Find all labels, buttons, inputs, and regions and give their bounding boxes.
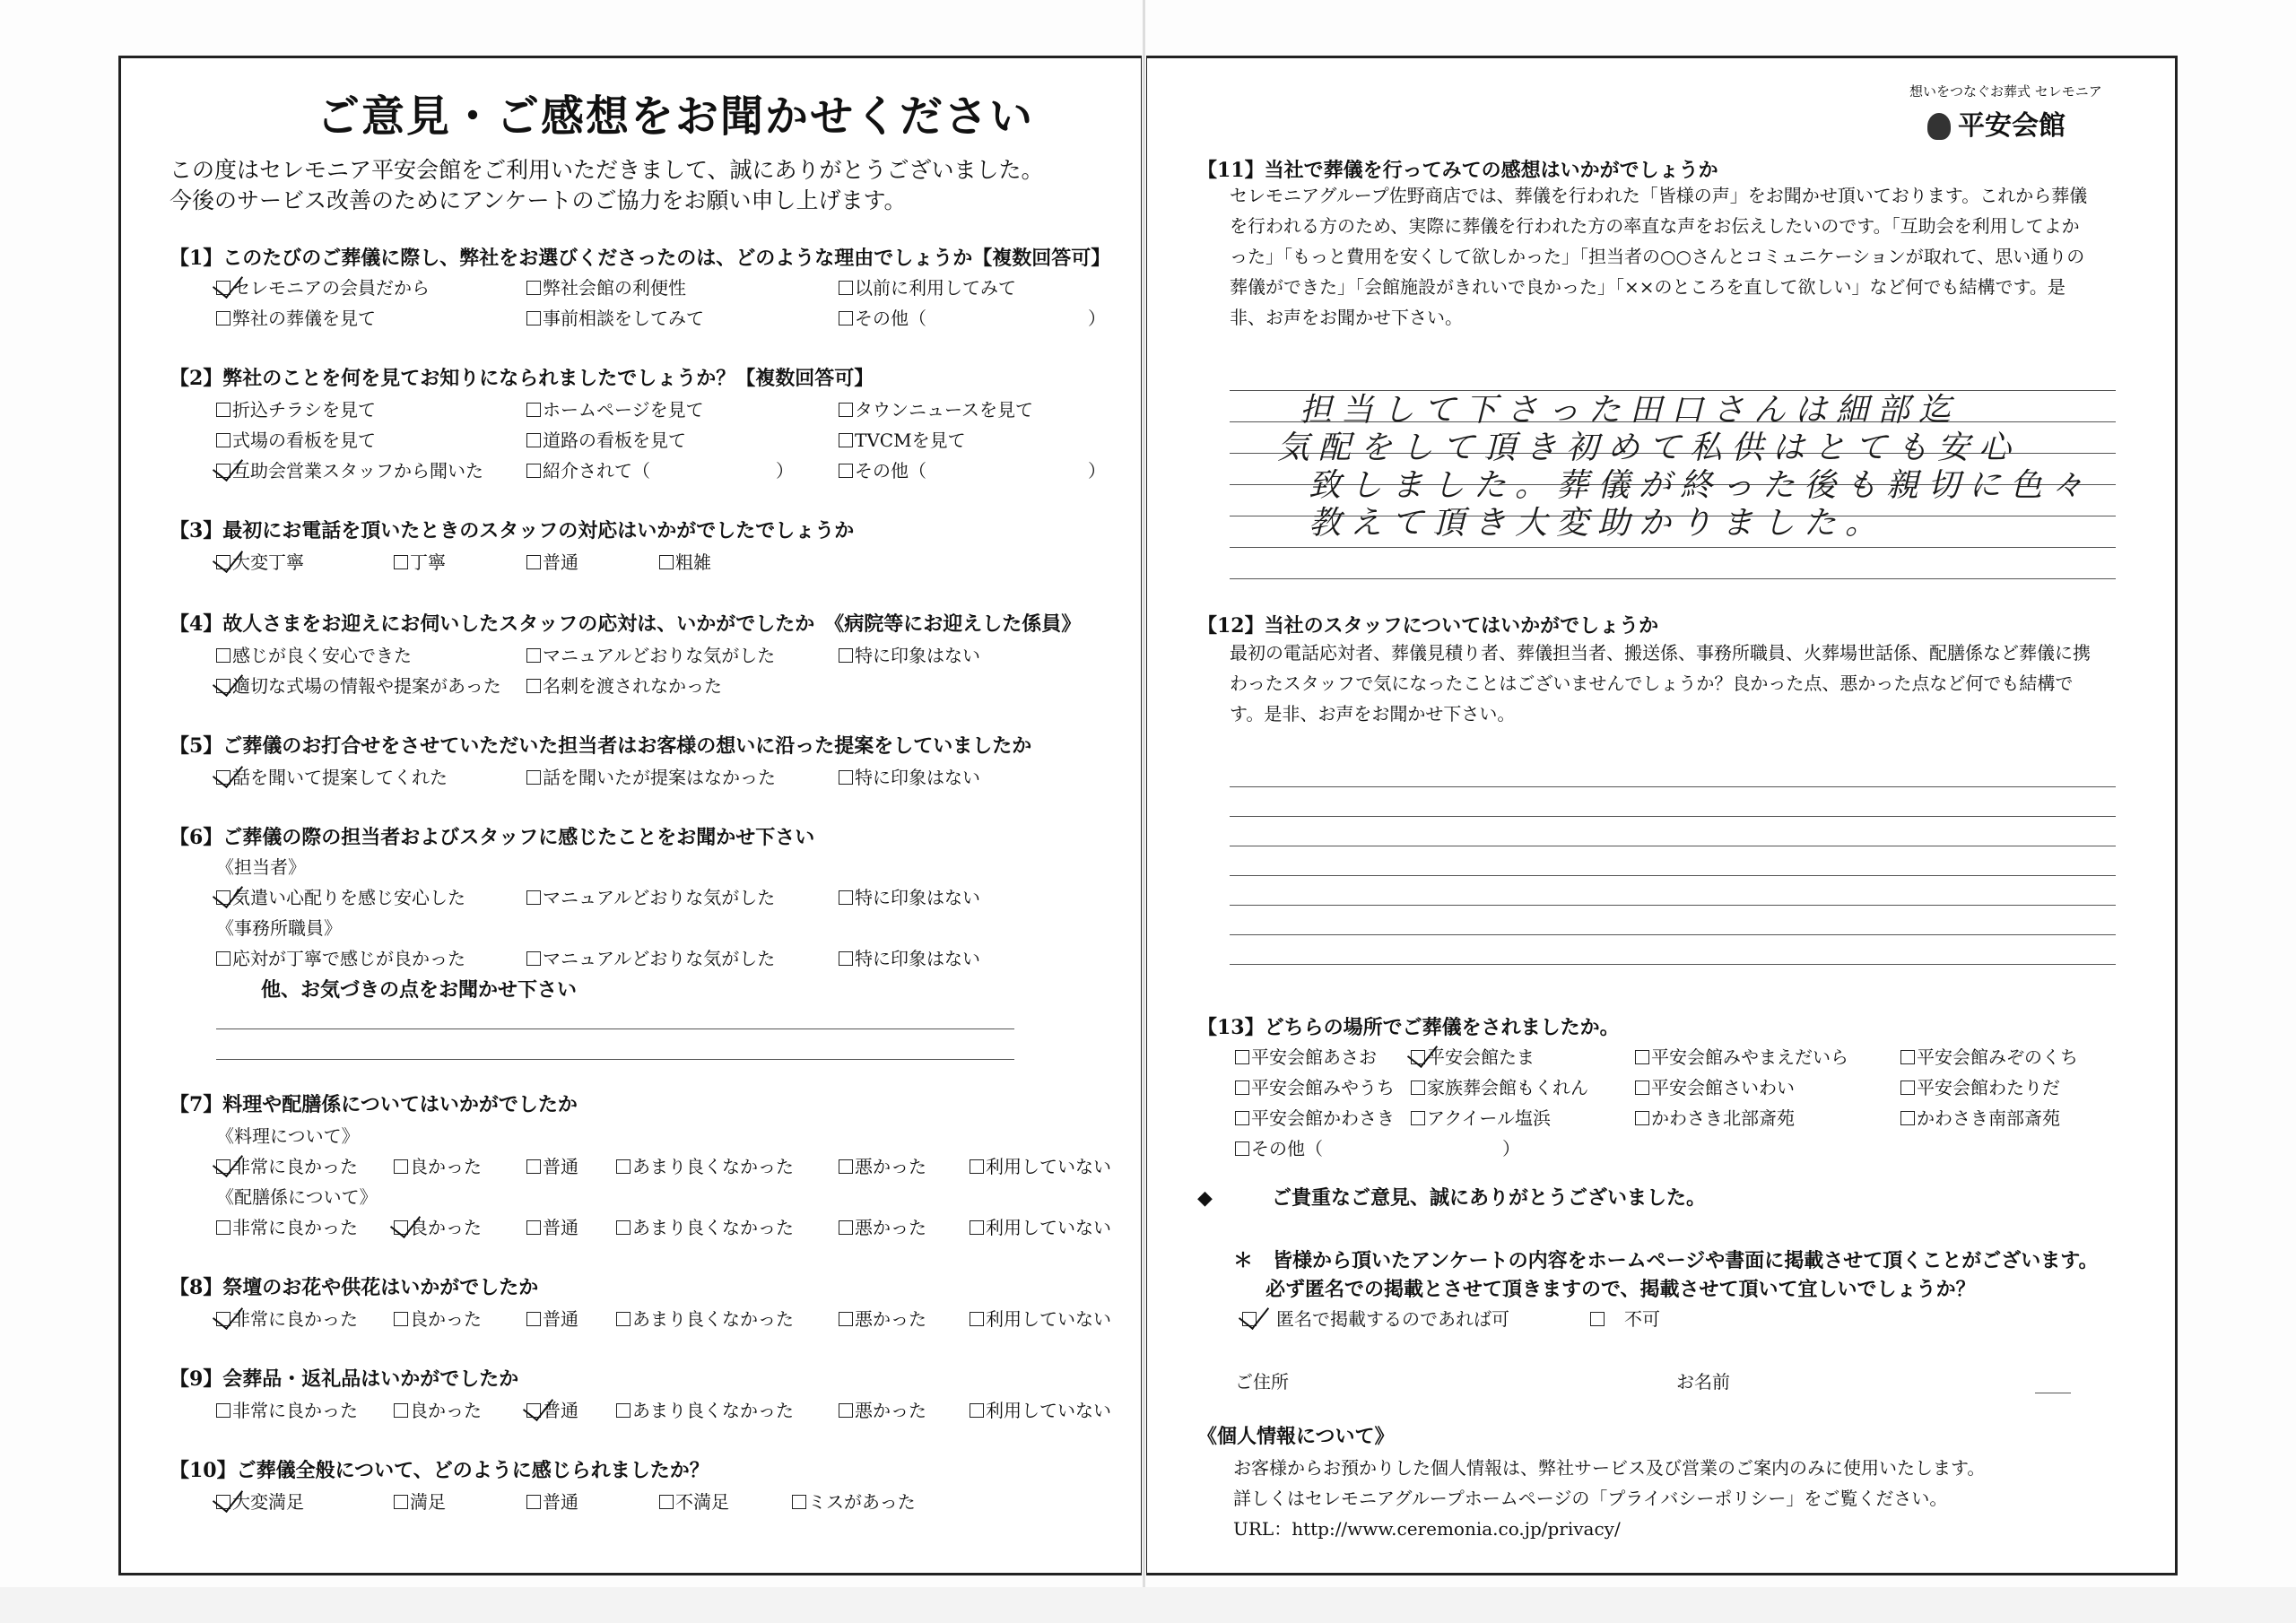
checkbox[interactable]: [526, 951, 541, 966]
q12-description: 最初の電話応対者、葬儀見積り者、葬儀担当者、搬送係、事務所職員、火葬場世話係、配膳係など葬儀に携わったスタッフで気になったことはございませんでしょうか？良かった点、悪かった点など何でも結構です。是非、お声をお聞かせ下さい。: [1230, 642, 2091, 725]
q10-label: 【10】ご葬儀全般について、どのように感じられましたか？: [170, 1459, 709, 1482]
checkbox[interactable]: [526, 890, 541, 905]
q3-option[interactable]: 普通: [526, 548, 578, 574]
checkbox[interactable]: [526, 1159, 541, 1174]
name-label: お名前: [1676, 1371, 1730, 1393]
q7-server-option[interactable]: あまり良くなかった: [616, 1213, 794, 1239]
handwritten-answer-line: 致しました。葬儀が終った後も親切に色々: [1309, 467, 2093, 504]
q7-sub-server: 《配膳係について》: [216, 1186, 378, 1208]
q2-option[interactable]: タウンニュースを見て: [839, 395, 1033, 421]
comment-line[interactable]: [216, 1059, 1014, 1060]
diamond-bullet-icon: ◆: [1197, 1186, 1213, 1210]
q9-option[interactable]: 非常に良かった: [216, 1396, 358, 1422]
page-crease: [1143, 0, 1145, 1623]
q2-option[interactable]: ホームページを見て: [526, 395, 704, 421]
q6-option[interactable]: 特に印象はない: [839, 883, 980, 909]
checkbox[interactable]: [839, 1220, 853, 1235]
q7-server-option[interactable]: 悪かった: [839, 1213, 926, 1239]
handwritten-answer-line: 気配をして頂き初めて私供はとても安心: [1277, 430, 2021, 466]
answer-line[interactable]: [1230, 905, 2116, 906]
checkbox[interactable]: [616, 1403, 631, 1418]
q7-food-option[interactable]: あまり良くなかった: [616, 1152, 794, 1178]
q13-label: 【13】どちらの場所でご葬儀をされましたか。: [1197, 1016, 1620, 1039]
q2-label: 【2】弊社のことを何を見てお知りになられましたでしょうか？【複数回答可】: [170, 367, 874, 390]
q4-option[interactable]: 適切な式場の情報や提案があった: [216, 672, 501, 698]
q1-option[interactable]: その他（ ）: [839, 304, 1106, 330]
checkbox[interactable]: [526, 1312, 541, 1326]
checkbox[interactable]: [526, 1220, 541, 1235]
venue-option[interactable]: 平安会館さいわい: [1635, 1073, 1795, 1099]
q6-option[interactable]: 特に印象はない: [839, 944, 980, 970]
checkbox[interactable]: [216, 1403, 230, 1418]
q9-option[interactable]: 悪かった: [839, 1396, 926, 1422]
q5-option[interactable]: 特に印象はない: [839, 763, 980, 789]
checkbox-checked[interactable]: [216, 1312, 230, 1326]
checkbox[interactable]: [526, 403, 541, 417]
checkbox-checked[interactable]: [1411, 1050, 1425, 1064]
address-label: ご住所: [1235, 1371, 1289, 1393]
checkbox[interactable]: [839, 403, 853, 417]
checkbox-checked[interactable]: [216, 890, 230, 905]
q12-label: 【12】当社のスタッフについてはいかがでしょうか: [1197, 614, 1659, 638]
checkbox[interactable]: [526, 464, 541, 478]
scan-bottom-edge: [0, 1587, 2296, 1623]
q1-option[interactable]: 弊社の葬儀を見て: [216, 304, 376, 330]
privacy-url[interactable]: URL：http://www.ceremonia.co.jp/privacy/: [1233, 1518, 1621, 1540]
checkbox[interactable]: [839, 1403, 853, 1418]
checkbox[interactable]: [970, 1220, 984, 1235]
checkbox[interactable]: [526, 433, 541, 447]
q5-label: 【5】ご葬儀のお打合せをさせていただいた担当者はお客様の想いに沿った提案をしていましたか: [170, 734, 1032, 758]
checkbox-checked[interactable]: [216, 1159, 230, 1174]
q10-option[interactable]: 不満足: [659, 1488, 729, 1514]
left-page: [118, 56, 1142, 1575]
checkbox[interactable]: [616, 1312, 631, 1326]
checkbox[interactable]: [526, 311, 541, 325]
privacy-text-1: お客様からお預かりした個人情報は、弊社サービス及び営業のご案内のみに使用いたします。: [1233, 1457, 1986, 1479]
checkbox[interactable]: [1235, 1111, 1249, 1125]
right-page: [1146, 56, 2178, 1575]
checkbox-checked[interactable]: [216, 281, 230, 295]
q2-option[interactable]: 式場の看板を見て: [216, 426, 376, 452]
q1-label: 【1】このたびのご葬儀に際し、弊社をお選びくださったのは、どのような理由でしょうか【複数回答可】: [170, 247, 1111, 270]
checkbox[interactable]: [526, 281, 541, 295]
q9-option[interactable]: あまり良くなかった: [616, 1396, 794, 1422]
q7-food-option[interactable]: 普通: [526, 1152, 578, 1178]
q6-option[interactable]: マニュアルどおりな気がした: [526, 944, 775, 970]
checkbox[interactable]: [1235, 1081, 1249, 1095]
q6-option[interactable]: マニュアルどおりな気がした: [526, 883, 775, 909]
answer-line[interactable]: [1230, 816, 2116, 817]
checkbox[interactable]: [394, 1159, 408, 1174]
q9-option[interactable]: 普通: [526, 1396, 578, 1422]
checkbox[interactable]: [394, 1495, 408, 1509]
q2-option[interactable]: その他（ ）: [839, 456, 1106, 482]
checkbox[interactable]: [970, 1312, 984, 1326]
q8-option[interactable]: あまり良くなかった: [616, 1305, 794, 1331]
checkbox[interactable]: [1900, 1111, 1915, 1125]
checkbox-checked[interactable]: [216, 679, 230, 693]
checkbox[interactable]: [216, 951, 230, 966]
venue-option[interactable]: 平安会館あさお: [1235, 1043, 1377, 1069]
q1-option[interactable]: 弊社会館の利便性: [526, 273, 686, 299]
q4-option[interactable]: 感じが良く安心できた: [216, 641, 412, 667]
q3-label: 【3】最初にお電話を頂いたときのスタッフの対応はいかがでしたでしょうか: [170, 519, 855, 542]
q10-option[interactable]: 普通: [526, 1488, 578, 1514]
q7-food-option[interactable]: 悪かった: [839, 1152, 926, 1178]
q2-option[interactable]: 互助会営業スタッフから聞いた: [216, 456, 483, 482]
privacy-title: 《個人情報について》: [1197, 1425, 1395, 1448]
checkbox[interactable]: [394, 1403, 408, 1418]
venue-option[interactable]: かわさき北部斎苑: [1635, 1104, 1795, 1130]
q4-option[interactable]: 特に印象はない: [839, 641, 980, 667]
q7-food-option[interactable]: 良かった: [394, 1152, 482, 1178]
q8-option[interactable]: 非常に良かった: [216, 1305, 358, 1331]
venue-option[interactable]: 平安会館みぞのくち: [1900, 1043, 2078, 1069]
checkbox[interactable]: [1900, 1050, 1915, 1064]
q5-option[interactable]: 話を聞いて提案してくれた: [216, 763, 448, 789]
q8-label: 【8】祭壇のお花や供花はいかがでしたか: [170, 1276, 539, 1299]
q3-option[interactable]: 大変丁寧: [216, 548, 304, 574]
q9-option[interactable]: 良かった: [394, 1396, 482, 1422]
q8-option[interactable]: 普通: [526, 1305, 578, 1331]
checkbox[interactable]: [216, 311, 230, 325]
q4-option[interactable]: マニュアルどおりな気がした: [526, 641, 775, 667]
checkbox[interactable]: [1635, 1050, 1649, 1064]
q2-option[interactable]: 折込チラシを見て: [216, 395, 376, 421]
lotus-logo-icon: [1927, 113, 1951, 140]
q7-food-option[interactable]: 非常に良かった: [216, 1152, 358, 1178]
venue-option[interactable]: アクイール塩浜: [1411, 1104, 1551, 1130]
checkbox[interactable]: [792, 1495, 806, 1509]
checkbox[interactable]: [394, 555, 408, 569]
checkbox-checked[interactable]: [216, 555, 230, 569]
q2-option[interactable]: 紹介されて（ ）: [526, 456, 794, 482]
q7-food-option[interactable]: 利用していない: [970, 1152, 1111, 1178]
thanks-text: ◆ ご貴重なご意見、誠にありがとうございました。: [1197, 1186, 1706, 1210]
checkbox[interactable]: [970, 1159, 984, 1174]
checkbox[interactable]: [839, 1312, 853, 1326]
q6-other-label: 他、お気づきの点をお聞かせ下さい: [261, 978, 578, 1002]
q3-option[interactable]: 粗雑: [659, 548, 711, 574]
brand-tagline: 想いをつなぐお葬式 セレモニア: [1909, 83, 2102, 100]
answer-line[interactable]: [1230, 934, 2116, 935]
checkbox[interactable]: [526, 648, 541, 663]
checkbox[interactable]: [394, 1312, 408, 1326]
checkbox[interactable]: [839, 464, 853, 478]
q7-server-option[interactable]: 良かった: [394, 1213, 482, 1239]
checkbox-checked[interactable]: [1242, 1312, 1257, 1326]
q3-option[interactable]: 丁寧: [394, 548, 446, 574]
handwritten-answer-line: 担当して下さった田口さんは細部迄: [1300, 392, 1961, 429]
venue-option[interactable]: 平安会館みやうち: [1235, 1073, 1395, 1099]
venue-option[interactable]: 平安会館みやまえだいら: [1635, 1043, 1848, 1069]
q1-option[interactable]: 事前相談をしてみて: [526, 304, 704, 330]
q7-server-option[interactable]: 普通: [526, 1213, 578, 1239]
q2-option[interactable]: 道路の看板を見て: [526, 426, 686, 452]
checkbox[interactable]: [216, 648, 230, 663]
q4-label: 【4】故人さまをお迎えにお伺いしたスタッフの応対は、いかがでしたか 《病院等にお迎えした係員》: [170, 612, 1082, 636]
checkbox[interactable]: [839, 281, 853, 295]
checkbox[interactable]: [659, 555, 674, 569]
checkbox[interactable]: [1411, 1111, 1425, 1125]
checkbox[interactable]: [616, 1220, 631, 1235]
q10-option[interactable]: 大変満足: [216, 1488, 304, 1514]
q5-option[interactable]: 話を聞いたが提案はなかった: [526, 763, 776, 789]
q9-option[interactable]: 利用していない: [970, 1396, 1111, 1422]
brand-logo: [1927, 103, 2066, 143]
checkbox[interactable]: [526, 555, 541, 569]
checkbox[interactable]: [1235, 1050, 1249, 1064]
answer-line[interactable]: [1230, 786, 2116, 787]
checkbox[interactable]: [216, 1220, 230, 1235]
checkbox[interactable]: [1590, 1312, 1605, 1326]
brand-name: 平安会館: [1958, 110, 2066, 142]
checkbox-checked[interactable]: [526, 1403, 541, 1418]
checkbox[interactable]: [1635, 1081, 1649, 1095]
answer-line[interactable]: [1230, 578, 2116, 579]
intro-line-1: この度はセレモニア平安会館をご利用いただきまして、誠にありがとうございました。: [170, 157, 1044, 183]
q6-sub-staff: 《担当者》: [216, 856, 306, 878]
q6-option[interactable]: 気遣い心配りを感じ安心した: [216, 883, 465, 909]
handwritten-answer-line: 教えて頂き大変助かりました。: [1309, 505, 1887, 542]
checkbox[interactable]: [1900, 1081, 1915, 1095]
checkbox[interactable]: [839, 311, 853, 325]
publish-consent-no[interactable]: 不可: [1590, 1305, 1660, 1331]
checkbox-checked[interactable]: [216, 770, 230, 785]
q7-server-option[interactable]: 利用していない: [970, 1213, 1111, 1239]
publish-consent-yes[interactable]: 匿名で掲載するのであれば可: [1242, 1305, 1509, 1331]
q8-option[interactable]: 悪かった: [839, 1305, 926, 1331]
q6-sub-office: 《事務所職員》: [216, 917, 342, 939]
checkbox[interactable]: [839, 1159, 853, 1174]
q7-server-option[interactable]: 非常に良かった: [216, 1213, 358, 1239]
venue-option[interactable]: かわさき南部斎苑: [1900, 1104, 2060, 1130]
publish-note-2: 必ず匿名での掲載とさせて頂きますので、掲載させて頂いて宜しいでしょうか？: [1265, 1278, 1976, 1301]
checkbox[interactable]: [659, 1495, 674, 1509]
checkbox[interactable]: [839, 433, 853, 447]
checkbox-checked[interactable]: [216, 464, 230, 478]
q6-option[interactable]: 応対が丁寧で感じが良かった: [216, 944, 465, 970]
venue-option[interactable]: 家族葬会館もくれん: [1411, 1073, 1588, 1099]
publish-note-1: ＊ 皆様から頂いたアンケートの内容をホームページや書面に掲載させて頂くことがございます。: [1233, 1249, 2099, 1272]
comment-line[interactable]: [216, 1028, 1014, 1029]
answer-line[interactable]: [1230, 964, 2116, 965]
venue-option[interactable]: 平安会館かわさき: [1235, 1104, 1395, 1130]
q7-label: 【7】料理や配膳係についてはいかがでしたか: [170, 1093, 578, 1116]
q6-label: 【6】ご葬儀の際の担当者およびスタッフに感じたことをお聞かせ下さい: [170, 826, 815, 849]
checkbox[interactable]: [839, 770, 853, 785]
answer-line[interactable]: [1230, 875, 2116, 876]
q1-option[interactable]: セレモニアの会員だから: [216, 273, 430, 299]
checkbox[interactable]: [616, 1159, 631, 1174]
q9-label: 【9】会葬品・返礼品はいかがでしたか: [170, 1367, 519, 1391]
intro-line-2: 今後のサービス改善のためにアンケートのご協力をお願い申し上げます。: [170, 187, 907, 213]
q8-option[interactable]: 利用していない: [970, 1305, 1111, 1331]
checkbox[interactable]: [839, 890, 853, 905]
checkbox-checked[interactable]: [394, 1220, 408, 1235]
checkbox[interactable]: [1235, 1141, 1249, 1156]
checkbox[interactable]: [526, 770, 541, 785]
checkbox[interactable]: [839, 951, 853, 966]
q4-option[interactable]: 名刺を渡されなかった: [526, 672, 722, 698]
q10-option[interactable]: 満足: [394, 1488, 446, 1514]
checkbox[interactable]: [526, 1495, 541, 1509]
q10-option[interactable]: ミスがあった: [792, 1488, 916, 1514]
q1-option[interactable]: 以前に利用してみて: [839, 273, 1016, 299]
venue-option[interactable]: 平安会館たま: [1411, 1043, 1535, 1069]
answer-line[interactable]: [1230, 547, 2116, 548]
q11-label: 【11】当社で葬儀を行ってみての感想はいかがでしょうか: [1197, 159, 1718, 182]
checkbox-checked[interactable]: [216, 1495, 230, 1509]
checkbox[interactable]: [216, 403, 230, 417]
checkbox[interactable]: [526, 679, 541, 693]
q2-option[interactable]: TVCMを見て: [839, 426, 966, 452]
checkbox[interactable]: [216, 433, 230, 447]
checkbox[interactable]: [1635, 1111, 1649, 1125]
q7-sub-food: 《料理について》: [216, 1125, 360, 1147]
survey-title: ご意見・ご感想をお聞かせください: [317, 91, 1035, 142]
checkbox[interactable]: [839, 648, 853, 663]
venue-option[interactable]: 平安会館わたりだ: [1900, 1073, 2060, 1099]
q11-description: セレモニアグループ佐野商店では、葬儀を行われた「皆様の声」をお聞かせ頂いております。これから葬儀を行われる方のため、実際に葬儀を行われた方の率直な声をお伝えしたいのです。「互助会を利用してよかった」「もっと費用を安くして欲しかった」「担当者の○○さんとコミュニケーションが取れて、思い通りの葬儀ができた」「会館施設がきれいで良かった」「××のところを直して欲しい」など何でも結構です。是非、お声をお聞かせ下さい。: [1230, 185, 2088, 328]
checkbox[interactable]: [1411, 1081, 1425, 1095]
venue-option[interactable]: その他（ ）: [1235, 1134, 1520, 1160]
checkbox[interactable]: [970, 1403, 984, 1418]
privacy-text-2: 詳しくはセレモニアグループホームページの「プライバシーポリシー」をご覧ください。: [1233, 1488, 1948, 1509]
q8-option[interactable]: 良かった: [394, 1305, 482, 1331]
